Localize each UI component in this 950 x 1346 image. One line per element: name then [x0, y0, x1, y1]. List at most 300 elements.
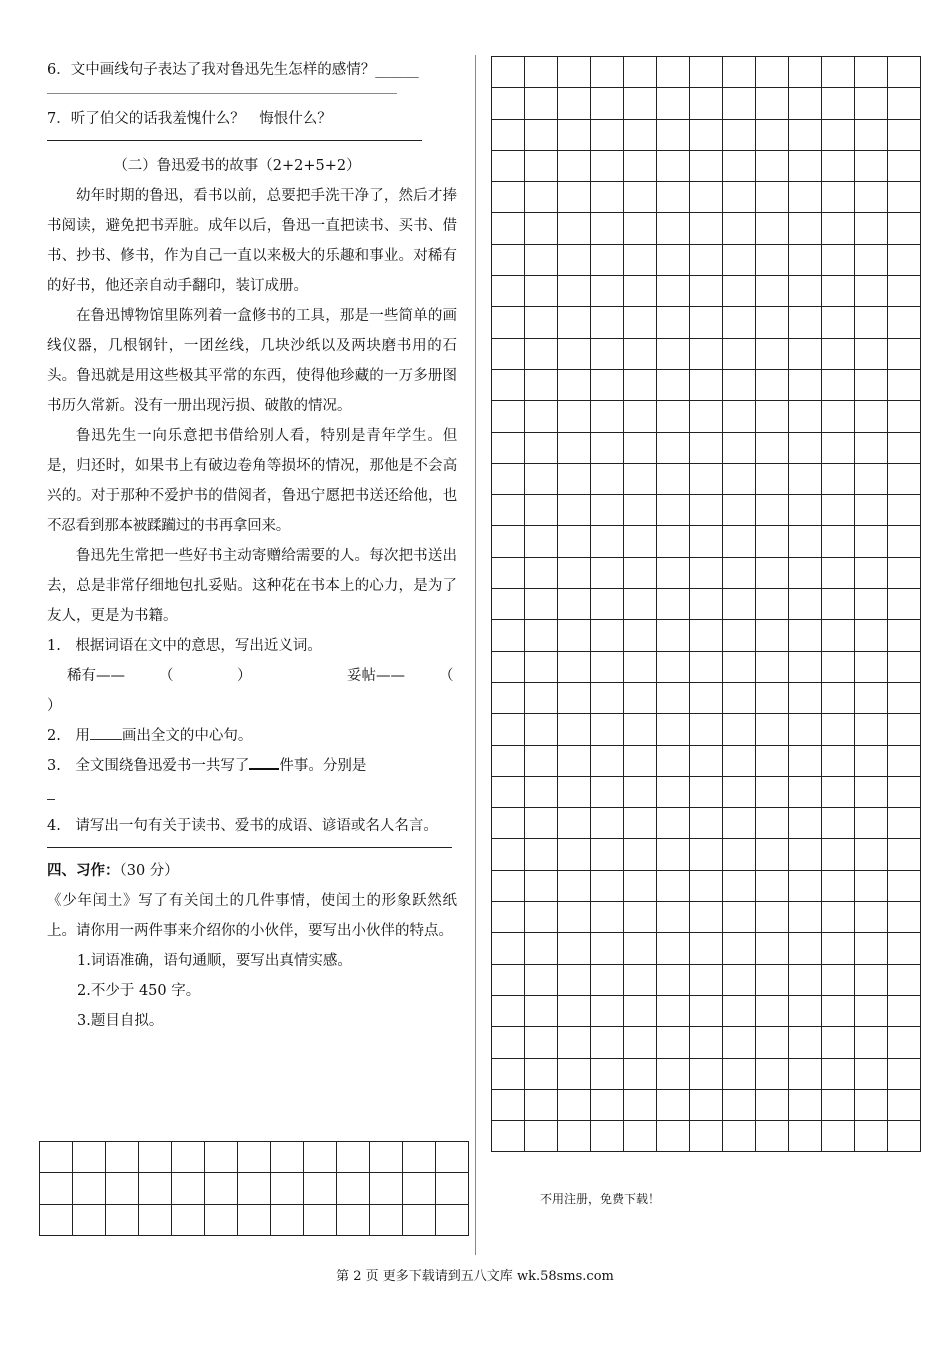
grid-cell[interactable] [624, 495, 657, 526]
grid-cell[interactable] [855, 463, 888, 494]
grid-cell[interactable] [591, 933, 624, 964]
grid-cell[interactable] [855, 182, 888, 213]
grid-cell[interactable] [492, 995, 525, 1026]
grid-cell[interactable] [855, 401, 888, 432]
grid-cell[interactable] [756, 995, 789, 1026]
grid-cell[interactable] [492, 1089, 525, 1120]
grid-cell[interactable] [888, 651, 921, 682]
grid-cell[interactable] [558, 526, 591, 557]
grid-cell[interactable] [558, 57, 591, 88]
grid-cell[interactable] [855, 776, 888, 807]
grid-cell[interactable] [492, 589, 525, 620]
grid-cell[interactable] [657, 57, 690, 88]
grid-cell[interactable] [525, 620, 558, 651]
grid-cell[interactable] [492, 839, 525, 870]
grid-cell[interactable] [855, 964, 888, 995]
grid-cell[interactable] [525, 964, 558, 995]
grid-cell[interactable] [690, 964, 723, 995]
grid-cell[interactable] [657, 964, 690, 995]
grid-cell[interactable] [756, 182, 789, 213]
grid-cell[interactable] [822, 369, 855, 400]
grid-cell[interactable] [888, 964, 921, 995]
grid-cell[interactable] [657, 557, 690, 588]
grid-cell[interactable] [855, 557, 888, 588]
grid-cell[interactable] [888, 338, 921, 369]
grid-cell[interactable] [789, 495, 822, 526]
grid-cell[interactable] [822, 839, 855, 870]
grid-cell[interactable] [855, 213, 888, 244]
grid-cell[interactable] [558, 338, 591, 369]
grid-cell[interactable] [525, 682, 558, 713]
grid-cell[interactable] [888, 1058, 921, 1089]
grid-cell[interactable] [370, 1204, 403, 1235]
grid-cell[interactable] [492, 338, 525, 369]
grid-cell[interactable] [756, 776, 789, 807]
grid-cell[interactable] [624, 57, 657, 88]
grid-cell[interactable] [525, 557, 558, 588]
grid-cell[interactable] [657, 119, 690, 150]
grid-cell[interactable] [855, 307, 888, 338]
grid-cell[interactable] [624, 933, 657, 964]
grid-cell[interactable] [403, 1142, 436, 1173]
grid-cell[interactable] [525, 526, 558, 557]
grid-cell[interactable] [304, 1173, 337, 1204]
grid-cell[interactable] [789, 1089, 822, 1120]
grid-cell[interactable] [822, 463, 855, 494]
grid-cell[interactable] [723, 808, 756, 839]
grid-cell[interactable] [888, 432, 921, 463]
grid-cell[interactable] [139, 1142, 172, 1173]
grid-cell[interactable] [591, 150, 624, 181]
grid-cell[interactable] [690, 88, 723, 119]
grid-cell[interactable] [591, 714, 624, 745]
grid-cell[interactable] [888, 839, 921, 870]
grid-cell[interactable] [558, 933, 591, 964]
grid-cell[interactable] [723, 401, 756, 432]
grid-cell[interactable] [403, 1173, 436, 1204]
grid-cell[interactable] [525, 338, 558, 369]
grid-cell[interactable] [855, 745, 888, 776]
grid-cell[interactable] [690, 870, 723, 901]
grid-cell[interactable] [888, 870, 921, 901]
grid-cell[interactable] [822, 995, 855, 1026]
grid-cell[interactable] [690, 150, 723, 181]
grid-cell[interactable] [822, 150, 855, 181]
grid-cell[interactable] [723, 964, 756, 995]
grid-cell[interactable] [492, 213, 525, 244]
grid-cell[interactable] [822, 620, 855, 651]
grid-cell[interactable] [690, 119, 723, 150]
grid-cell[interactable] [690, 369, 723, 400]
grid-cell[interactable] [624, 432, 657, 463]
grid-cell[interactable] [40, 1173, 73, 1204]
grid-cell[interactable] [723, 1121, 756, 1152]
grid-cell[interactable] [624, 338, 657, 369]
grid-cell[interactable] [723, 870, 756, 901]
grid-cell[interactable] [888, 714, 921, 745]
grid-cell[interactable] [624, 808, 657, 839]
grid-cell[interactable] [657, 1089, 690, 1120]
grid-cell[interactable] [525, 933, 558, 964]
grid-cell[interactable] [624, 307, 657, 338]
grid-cell[interactable] [756, 1027, 789, 1058]
grid-cell[interactable] [822, 57, 855, 88]
grid-cell[interactable] [690, 620, 723, 651]
grid-cell[interactable] [855, 432, 888, 463]
grid-cell[interactable] [855, 1058, 888, 1089]
grid-cell[interactable] [525, 182, 558, 213]
grid-cell[interactable] [690, 933, 723, 964]
grid-cell[interactable] [657, 1058, 690, 1089]
grid-cell[interactable] [558, 119, 591, 150]
grid-cell[interactable] [370, 1173, 403, 1204]
grid-cell[interactable] [492, 651, 525, 682]
writing-grid-left[interactable] [39, 1141, 469, 1236]
grid-cell[interactable] [657, 745, 690, 776]
grid-cell[interactable] [40, 1204, 73, 1235]
grid-cell[interactable] [723, 57, 756, 88]
grid-cell[interactable] [822, 714, 855, 745]
grid-cell[interactable] [789, 57, 822, 88]
grid-cell[interactable] [591, 745, 624, 776]
grid-cell[interactable] [855, 651, 888, 682]
grid-cell[interactable] [855, 1089, 888, 1120]
grid-cell[interactable] [525, 244, 558, 275]
grid-cell[interactable] [690, 276, 723, 307]
grid-cell[interactable] [888, 745, 921, 776]
grid-cell[interactable] [888, 88, 921, 119]
grid-cell[interactable] [855, 1027, 888, 1058]
grid-cell[interactable] [888, 213, 921, 244]
grid-cell[interactable] [525, 995, 558, 1026]
grid-cell[interactable] [723, 714, 756, 745]
grid-cell[interactable] [558, 1058, 591, 1089]
grid-cell[interactable] [591, 526, 624, 557]
grid-cell[interactable] [657, 401, 690, 432]
grid-cell[interactable] [855, 150, 888, 181]
grid-cell[interactable] [756, 88, 789, 119]
grid-cell[interactable] [591, 808, 624, 839]
grid-cell[interactable] [756, 902, 789, 933]
grid-cell[interactable] [624, 213, 657, 244]
grid-cell[interactable] [756, 495, 789, 526]
grid-cell[interactable] [558, 995, 591, 1026]
grid-cell[interactable] [238, 1173, 271, 1204]
grid-cell[interactable] [888, 1089, 921, 1120]
grid-cell[interactable] [723, 495, 756, 526]
grid-cell[interactable] [723, 213, 756, 244]
grid-cell[interactable] [789, 463, 822, 494]
grid-cell[interactable] [591, 1027, 624, 1058]
grid-cell[interactable] [822, 244, 855, 275]
grid-cell[interactable] [591, 463, 624, 494]
grid-cell[interactable] [558, 213, 591, 244]
grid-cell[interactable] [591, 495, 624, 526]
grid-cell[interactable] [591, 369, 624, 400]
grid-cell[interactable] [888, 933, 921, 964]
grid-cell[interactable] [492, 57, 525, 88]
grid-cell[interactable] [525, 902, 558, 933]
grid-cell[interactable] [789, 964, 822, 995]
grid-cell[interactable] [525, 651, 558, 682]
grid-cell[interactable] [756, 119, 789, 150]
grid-cell[interactable] [690, 902, 723, 933]
grid-cell[interactable] [591, 776, 624, 807]
grid-cell[interactable] [756, 338, 789, 369]
grid-cell[interactable] [492, 276, 525, 307]
grid-cell[interactable] [789, 182, 822, 213]
grid-cell[interactable] [624, 870, 657, 901]
grid-cell[interactable] [756, 432, 789, 463]
grid-cell[interactable] [789, 902, 822, 933]
grid-cell[interactable] [558, 276, 591, 307]
grid-cell[interactable] [657, 808, 690, 839]
grid-cell[interactable] [756, 745, 789, 776]
grid-cell[interactable] [591, 1089, 624, 1120]
grid-cell[interactable] [690, 808, 723, 839]
grid-cell[interactable] [888, 589, 921, 620]
grid-cell[interactable] [789, 432, 822, 463]
grid-cell[interactable] [525, 57, 558, 88]
grid-cell[interactable] [657, 1121, 690, 1152]
grid-cell[interactable] [591, 57, 624, 88]
grid-cell[interactable] [657, 432, 690, 463]
grid-cell[interactable] [558, 88, 591, 119]
grid-cell[interactable] [624, 1089, 657, 1120]
grid-cell[interactable] [690, 244, 723, 275]
grid-cell[interactable] [855, 933, 888, 964]
grid-cell[interactable] [657, 1027, 690, 1058]
grid-cell[interactable] [789, 276, 822, 307]
grid-cell[interactable] [436, 1204, 469, 1235]
grid-cell[interactable] [492, 714, 525, 745]
grid-cell[interactable] [657, 182, 690, 213]
grid-cell[interactable] [525, 495, 558, 526]
grid-cell[interactable] [558, 714, 591, 745]
grid-cell[interactable] [172, 1204, 205, 1235]
grid-cell[interactable] [525, 589, 558, 620]
grid-cell[interactable] [822, 119, 855, 150]
grid-cell[interactable] [822, 964, 855, 995]
grid-cell[interactable] [624, 745, 657, 776]
grid-cell[interactable] [205, 1204, 238, 1235]
grid-cell[interactable] [591, 1058, 624, 1089]
grid-cell[interactable] [789, 307, 822, 338]
grid-cell[interactable] [591, 1121, 624, 1152]
grid-cell[interactable] [822, 870, 855, 901]
grid-cell[interactable] [525, 276, 558, 307]
grid-cell[interactable] [723, 526, 756, 557]
grid-cell[interactable] [370, 1142, 403, 1173]
grid-cell[interactable] [756, 714, 789, 745]
grid-cell[interactable] [73, 1204, 106, 1235]
grid-cell[interactable] [525, 1027, 558, 1058]
grid-cell[interactable] [205, 1173, 238, 1204]
grid-cell[interactable] [822, 213, 855, 244]
grid-cell[interactable] [492, 119, 525, 150]
grid-cell[interactable] [106, 1204, 139, 1235]
grid-cell[interactable] [789, 526, 822, 557]
grid-cell[interactable] [558, 244, 591, 275]
grid-cell[interactable] [492, 432, 525, 463]
grid-cell[interactable] [855, 620, 888, 651]
grid-cell[interactable] [723, 902, 756, 933]
grid-cell[interactable] [657, 463, 690, 494]
grid-cell[interactable] [525, 776, 558, 807]
grid-cell[interactable] [558, 1121, 591, 1152]
grid-cell[interactable] [558, 150, 591, 181]
grid-cell[interactable] [591, 432, 624, 463]
grid-cell[interactable] [690, 651, 723, 682]
grid-cell[interactable] [822, 276, 855, 307]
grid-cell[interactable] [789, 714, 822, 745]
grid-cell[interactable] [558, 964, 591, 995]
writing-grid-right[interactable] [491, 56, 921, 1152]
grid-cell[interactable] [789, 369, 822, 400]
grid-cell[interactable] [492, 745, 525, 776]
grid-cell[interactable] [723, 244, 756, 275]
grid-cell[interactable] [624, 714, 657, 745]
grid-cell[interactable] [436, 1142, 469, 1173]
grid-cell[interactable] [591, 244, 624, 275]
grid-cell[interactable] [756, 307, 789, 338]
grid-cell[interactable] [888, 808, 921, 839]
grid-cell[interactable] [657, 213, 690, 244]
grid-cell[interactable] [492, 495, 525, 526]
grid-cell[interactable] [789, 1027, 822, 1058]
grid-cell[interactable] [73, 1142, 106, 1173]
grid-cell[interactable] [624, 589, 657, 620]
grid-cell[interactable] [624, 839, 657, 870]
grid-cell[interactable] [657, 526, 690, 557]
grid-cell[interactable] [723, 1027, 756, 1058]
grid-cell[interactable] [756, 557, 789, 588]
grid-cell[interactable] [822, 88, 855, 119]
grid-cell[interactable] [822, 432, 855, 463]
grid-cell[interactable] [624, 651, 657, 682]
grid-cell[interactable] [855, 589, 888, 620]
grid-cell[interactable] [657, 338, 690, 369]
grid-cell[interactable] [591, 620, 624, 651]
grid-cell[interactable] [822, 682, 855, 713]
grid-cell[interactable] [723, 682, 756, 713]
grid-cell[interactable] [624, 526, 657, 557]
grid-cell[interactable] [238, 1142, 271, 1173]
grid-cell[interactable] [271, 1204, 304, 1235]
grid-cell[interactable] [756, 933, 789, 964]
grid-cell[interactable] [172, 1173, 205, 1204]
grid-cell[interactable] [888, 244, 921, 275]
grid-cell[interactable] [492, 88, 525, 119]
grid-cell[interactable] [492, 1121, 525, 1152]
grid-cell[interactable] [558, 620, 591, 651]
grid-cell[interactable] [591, 964, 624, 995]
grid-cell[interactable] [492, 933, 525, 964]
grid-cell[interactable] [822, 589, 855, 620]
grid-cell[interactable] [756, 244, 789, 275]
grid-cell[interactable] [690, 182, 723, 213]
grid-cell[interactable] [657, 714, 690, 745]
grid-cell[interactable] [756, 463, 789, 494]
grid-cell[interactable] [888, 150, 921, 181]
grid-cell[interactable] [624, 557, 657, 588]
grid-cell[interactable] [591, 88, 624, 119]
grid-cell[interactable] [723, 1058, 756, 1089]
grid-cell[interactable] [888, 557, 921, 588]
grid-cell[interactable] [591, 182, 624, 213]
grid-cell[interactable] [657, 244, 690, 275]
grid-cell[interactable] [723, 88, 756, 119]
grid-cell[interactable] [723, 338, 756, 369]
grid-cell[interactable] [657, 651, 690, 682]
grid-cell[interactable] [525, 870, 558, 901]
grid-cell[interactable] [690, 995, 723, 1026]
grid-cell[interactable] [591, 276, 624, 307]
grid-cell[interactable] [855, 714, 888, 745]
grid-cell[interactable] [558, 557, 591, 588]
grid-cell[interactable] [492, 1058, 525, 1089]
grid-cell[interactable] [657, 870, 690, 901]
grid-cell[interactable] [723, 839, 756, 870]
grid-cell[interactable] [657, 933, 690, 964]
grid-cell[interactable] [525, 1058, 558, 1089]
grid-cell[interactable] [789, 1121, 822, 1152]
grid-cell[interactable] [690, 776, 723, 807]
grid-cell[interactable] [822, 557, 855, 588]
grid-cell[interactable] [591, 839, 624, 870]
grid-cell[interactable] [756, 839, 789, 870]
grid-cell[interactable] [690, 682, 723, 713]
grid-cell[interactable] [888, 276, 921, 307]
grid-cell[interactable] [855, 369, 888, 400]
grid-cell[interactable] [690, 495, 723, 526]
grid-cell[interactable] [723, 432, 756, 463]
grid-cell[interactable] [822, 933, 855, 964]
grid-cell[interactable] [558, 1089, 591, 1120]
grid-cell[interactable] [657, 902, 690, 933]
grid-cell[interactable] [690, 463, 723, 494]
grid-cell[interactable] [888, 776, 921, 807]
grid-cell[interactable] [657, 682, 690, 713]
grid-cell[interactable] [855, 57, 888, 88]
grid-cell[interactable] [525, 307, 558, 338]
grid-cell[interactable] [822, 651, 855, 682]
grid-cell[interactable] [624, 682, 657, 713]
grid-cell[interactable] [756, 369, 789, 400]
grid-cell[interactable] [855, 870, 888, 901]
grid-cell[interactable] [789, 620, 822, 651]
grid-cell[interactable] [558, 1027, 591, 1058]
grid-cell[interactable] [723, 776, 756, 807]
grid-cell[interactable] [304, 1204, 337, 1235]
grid-cell[interactable] [888, 902, 921, 933]
grid-cell[interactable] [723, 150, 756, 181]
grid-cell[interactable] [789, 557, 822, 588]
grid-cell[interactable] [855, 902, 888, 933]
grid-cell[interactable] [789, 682, 822, 713]
grid-cell[interactable] [558, 682, 591, 713]
grid-cell[interactable] [822, 1058, 855, 1089]
grid-cell[interactable] [591, 119, 624, 150]
grid-cell[interactable] [624, 1121, 657, 1152]
grid-cell[interactable] [690, 213, 723, 244]
grid-cell[interactable] [789, 745, 822, 776]
grid-cell[interactable] [822, 808, 855, 839]
grid-cell[interactable] [756, 150, 789, 181]
grid-cell[interactable] [690, 1121, 723, 1152]
grid-cell[interactable] [690, 557, 723, 588]
grid-cell[interactable] [723, 182, 756, 213]
